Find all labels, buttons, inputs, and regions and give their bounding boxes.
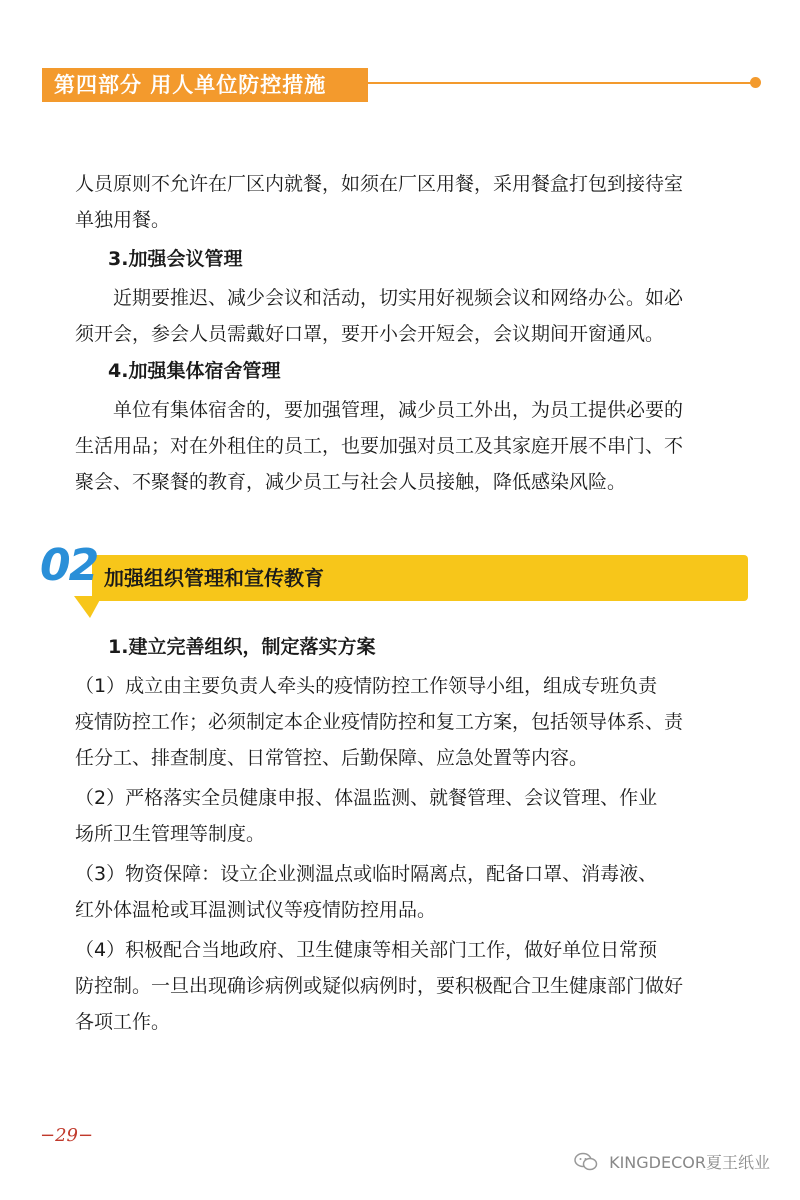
page-number: −29− — [40, 1125, 94, 1146]
paragraph-line: 单独用餐。 — [75, 209, 171, 231]
list-item-line: 防控制。一旦出现确诊病例或疑似病例时，要积极配合卫生健康部门做好 — [75, 975, 684, 997]
list-item-line: （3）物资保障：设立企业测温点或临时隔离点，配备口罩、消毒液、 — [75, 863, 658, 885]
list-item-line: 场所卫生管理等制度。 — [75, 823, 266, 845]
list-item-line: 疫情防控工作；必须制定本企业疫情防控和复工方案，包括领导体系、责 — [75, 711, 684, 733]
watermark-text: KINGDECOR夏王纸业 — [609, 1153, 770, 1172]
section-title: 加强组织管理和宣传教育 — [104, 566, 324, 590]
list-item-line: （2）严格落实全员健康申报、体温监测、就餐管理、会议管理、作业 — [75, 787, 658, 809]
section-banner-tail — [74, 596, 102, 618]
wechat-icon — [574, 1152, 598, 1176]
part-header-label: 第四部分 用人单位防控措施 — [42, 68, 368, 102]
subheading-dormitory: 4.加强集体宿舍管理 — [108, 360, 281, 382]
list-item-line: 任分工、排查制度、日常管控、后勤保障、应急处置等内容。 — [75, 747, 589, 769]
list-item-line: （1）成立由主要负责人牵头的疫情防控工作领导小组，组成专班负责 — [75, 675, 658, 697]
header-dot — [750, 77, 761, 88]
list-item-line: 红外体温枪或耳温测试仪等疫情防控用品。 — [75, 899, 437, 921]
list-item-line: 各项工作。 — [75, 1011, 171, 1033]
paragraph-line: 须开会，参会人员需戴好口罩，要开小会开短会，会议期间开窗通风。 — [75, 323, 665, 345]
paragraph-line: 近期要推迟、减少会议和活动，切实用好视频会议和网络办公。如必 — [113, 287, 684, 309]
list-item-line: （4）积极配合当地政府、卫生健康等相关部门工作，做好单位日常预 — [75, 939, 658, 961]
paragraph-line: 人员原则不允许在厂区内就餐，如须在厂区用餐，采用餐盒打包到接待室 — [75, 173, 684, 195]
paragraph-line: 生活用品；对在外租住的员工，也要加强对员工及其家庭开展不串门、不 — [75, 435, 684, 457]
section-number: 02 — [40, 540, 98, 591]
paragraph-line: 聚会、不聚餐的教育，减少员工与社会人员接触，降低感染风险。 — [75, 471, 627, 493]
paragraph-line: 单位有集体宿舍的，要加强管理，减少员工外出，为员工提供必要的 — [113, 399, 684, 421]
watermark — [574, 1150, 770, 1176]
subheading-meeting: 3.加强会议管理 — [108, 248, 243, 270]
header-rule — [368, 82, 754, 84]
subheading-organization: 1.建立完善组织，制定落实方案 — [108, 636, 376, 658]
